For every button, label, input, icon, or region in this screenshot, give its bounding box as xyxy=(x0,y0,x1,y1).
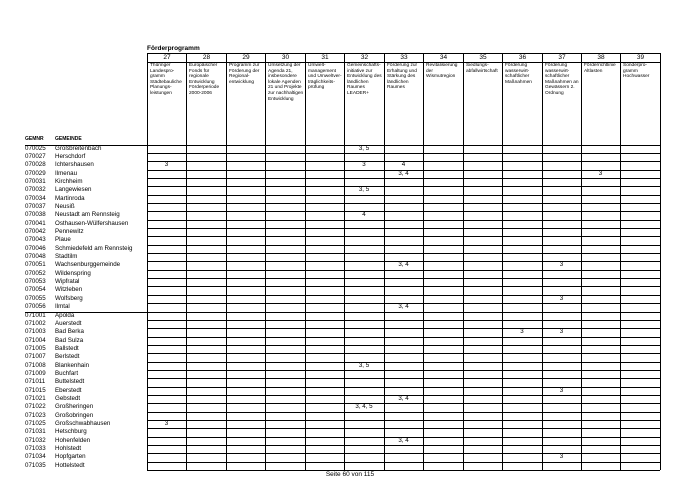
table-row-line xyxy=(147,445,660,446)
row-gemeinde: Berlstedt xyxy=(55,353,80,361)
table-row-line xyxy=(147,236,660,237)
row-gemnr: 070031 xyxy=(25,177,46,185)
cell-value-27: 3 xyxy=(164,420,169,428)
table-column-line xyxy=(660,53,661,470)
table-row-line xyxy=(147,278,660,279)
table-row-line xyxy=(147,295,660,296)
row-gemeinde: Hetschburg xyxy=(55,428,87,436)
cell-value-32: 3, 5 xyxy=(358,144,370,152)
cell-value-36: 3 xyxy=(520,328,524,336)
table-row-line xyxy=(147,437,660,438)
table-row-line xyxy=(147,270,660,271)
table-row-line xyxy=(147,420,660,421)
row-gemeinde: Eberstedt xyxy=(55,386,82,394)
cell-value-32: 3, 5 xyxy=(358,361,370,369)
row-gemeinde: Pennewitz xyxy=(55,228,84,235)
row-gemeinde: Ichtershausen xyxy=(55,161,94,169)
table-column-line xyxy=(463,53,464,470)
cell-value-32: 4 xyxy=(362,211,366,219)
row-gemnr: 070056 xyxy=(25,303,46,311)
table-row xyxy=(0,303,700,311)
program-description-33: Förderung zur Erhaltung und Stärkung des ländlichen Raumes xyxy=(384,62,423,144)
table-row xyxy=(0,203,700,211)
row-gemnr: 070041 xyxy=(25,219,46,227)
table-row xyxy=(0,412,700,420)
cell-value-37: 3 xyxy=(559,294,564,302)
program-description-35: Siedlungs-abfallwirtschaft xyxy=(463,62,502,144)
cell-value-37: 3 xyxy=(559,261,564,269)
table-row-line xyxy=(147,345,660,346)
table-column-line xyxy=(265,53,266,470)
table-row xyxy=(0,370,700,378)
row-gemeinde: Hohlstedt xyxy=(55,445,82,453)
row-gemnr: 071034 xyxy=(25,453,46,461)
table-row xyxy=(0,445,700,453)
row-gemnr: 071005 xyxy=(25,344,46,352)
table-row-line xyxy=(147,412,660,413)
table-row-line xyxy=(147,186,660,187)
row-gemeinde: Hopfgarten xyxy=(55,453,86,461)
row-gemnr: 071008 xyxy=(25,361,46,369)
program-table-title: Förderprogramm xyxy=(147,45,200,52)
row-gemeinde: Großschwabhausen xyxy=(55,420,111,428)
program-description-34: Revitalisierung der Wismutregion xyxy=(423,62,463,144)
table-row-line xyxy=(147,462,660,463)
row-gemeinde: Wipfratal xyxy=(55,278,80,286)
table-row xyxy=(0,320,700,328)
program-number-36: 36 xyxy=(502,53,542,62)
row-gemeinde: Wolfsberg xyxy=(55,294,83,302)
row-gemnr: 070052 xyxy=(25,269,46,277)
row-gemnr: 070025 xyxy=(25,144,46,152)
row-gemnr: 070051 xyxy=(25,261,46,269)
column-header-gemnr: GEMNR xyxy=(25,136,44,142)
table-row-line xyxy=(147,453,660,454)
row-gemeinde: Auerstedt xyxy=(55,319,82,327)
row-gemeinde: Gebstedt xyxy=(55,395,81,402)
table-row-line xyxy=(147,245,660,246)
row-gemnr: 071003 xyxy=(25,328,46,336)
table-row xyxy=(0,195,700,203)
table-row xyxy=(0,236,700,244)
program-number-30: 30 xyxy=(265,53,305,62)
table-row-line xyxy=(147,211,660,212)
row-gemnr: 071022 xyxy=(25,403,46,411)
row-gemnr: 071025 xyxy=(25,420,46,428)
row-gemnr: 071033 xyxy=(25,445,46,453)
cell-value-33: 3, 4 xyxy=(398,169,409,177)
table-column-line xyxy=(226,53,227,470)
program-description-27: Thüringer Landespro-gramm Städtebauliche Planungs-leistungen xyxy=(147,62,186,144)
table-row xyxy=(0,270,700,278)
program-number-31: 31 xyxy=(305,53,344,62)
table-row-line xyxy=(147,337,660,338)
table-row xyxy=(0,345,700,353)
table-row-line xyxy=(147,195,660,196)
row-gemnr: 070054 xyxy=(25,286,46,294)
row-gemeinde: Ballstedt xyxy=(55,344,79,352)
cell-value-33: 3, 4 xyxy=(398,436,409,444)
row-gemeinde: Kirchheim xyxy=(55,177,83,185)
row-gemnr: 071021 xyxy=(25,395,46,402)
row-gemeinde: Wildenspring xyxy=(55,269,91,277)
table-row xyxy=(0,453,700,461)
program-number-33: 33 xyxy=(384,53,423,62)
row-gemnr: 070037 xyxy=(25,202,46,210)
row-gemnr: 070028 xyxy=(25,161,46,169)
program-description-30: Umsetzung der Agenda 21, insbesondere lokale Agenden 21 und Projekte zur nachhaltigen Entwicklung xyxy=(265,62,305,144)
table-row xyxy=(0,245,700,253)
table-row xyxy=(0,295,700,303)
table-column-line xyxy=(147,53,148,470)
table-row xyxy=(0,178,700,186)
row-gemeinde: Bad Berka xyxy=(55,328,84,336)
row-gemnr: 070053 xyxy=(25,278,46,286)
table-row-line xyxy=(147,178,660,179)
row-gemeinde: Plaue xyxy=(55,236,71,244)
row-gemeinde: Blankenhain xyxy=(55,361,90,369)
row-gemnr: 070048 xyxy=(25,253,46,261)
row-gemnr: 071023 xyxy=(25,411,46,419)
table-row xyxy=(0,328,700,336)
table-row-line xyxy=(25,312,660,313)
row-gemnr: 070042 xyxy=(25,228,46,235)
row-gemeinde: Ilmtal xyxy=(55,303,70,311)
table-row xyxy=(0,211,700,219)
table-row xyxy=(0,387,700,395)
table-row-line xyxy=(147,320,660,321)
table-row-line xyxy=(147,153,660,154)
table-row xyxy=(0,437,700,445)
table-row-line xyxy=(147,286,660,287)
table-row-line xyxy=(147,353,660,354)
program-number-32: 32 xyxy=(344,53,384,62)
program-description-39: Sonderpro-gramm Hochwasser xyxy=(620,62,660,144)
row-gemeinde: Buttelstedt xyxy=(55,378,85,386)
table-column-line xyxy=(344,53,345,470)
table-row-line xyxy=(147,395,660,396)
table-row xyxy=(0,261,700,269)
table-row-line xyxy=(147,228,660,229)
table-column-line xyxy=(423,53,424,470)
table-column-line xyxy=(384,53,385,470)
table-row xyxy=(0,253,700,261)
program-description-32: Gemeinschafts-initiative zur Entwicklung des ländlichen Raumes LEADER+ xyxy=(344,62,384,144)
cell-value-33: 4 xyxy=(401,161,406,169)
table-column-line xyxy=(542,53,543,470)
table-row xyxy=(0,378,700,386)
row-gemeinde: Neusiß xyxy=(55,202,75,210)
program-description-36: Förderung wasserwirt-schaftlicher Maßnahmen xyxy=(502,62,542,144)
row-gemeinde: Hohenfelden xyxy=(55,436,91,444)
cell-value-33: 3, 4 xyxy=(398,261,409,269)
program-number-28: 28 xyxy=(186,53,226,62)
program-number-29: 29 xyxy=(226,53,265,62)
program-number-35: 35 xyxy=(463,53,502,62)
program-number-37: 37 xyxy=(542,53,581,62)
cell-value-37: 3 xyxy=(559,328,564,336)
table-row xyxy=(0,403,700,411)
row-gemnr: 070046 xyxy=(25,244,46,252)
column-header-gemeinde: GEMEINDE xyxy=(55,136,82,142)
row-gemnr: 071015 xyxy=(25,386,46,394)
program-number-34: 34 xyxy=(423,53,463,62)
row-gemnr: 071035 xyxy=(25,461,46,469)
table-column-line xyxy=(305,53,306,470)
row-gemeinde: Neustadt am Rennsteig xyxy=(55,211,120,219)
table-row xyxy=(0,362,700,370)
row-gemnr: 070034 xyxy=(25,194,46,202)
cell-value-38: 3 xyxy=(598,169,603,177)
row-gemnr: 071007 xyxy=(25,353,46,361)
table-row xyxy=(0,228,700,236)
table-row-line xyxy=(147,253,660,254)
table-row xyxy=(0,278,700,286)
row-gemnr: 071011 xyxy=(25,378,46,386)
program-number-39: 39 xyxy=(620,53,660,62)
row-gemeinde: Großheringen xyxy=(55,403,94,411)
table-line-body-top xyxy=(25,145,660,146)
table-row xyxy=(0,153,700,161)
cell-value-33: 3, 4 xyxy=(398,303,409,311)
row-gemeinde: Bad Sulza xyxy=(55,336,84,344)
row-gemnr: 070027 xyxy=(25,152,46,160)
row-gemeinde: Hottelstedt xyxy=(55,461,85,469)
page-number: Seite 60 von 115 xyxy=(325,471,375,478)
program-description-31: Umwelt-management und Umweltver-träglichkeits-prüfung xyxy=(305,62,344,144)
table-row-line xyxy=(147,203,660,204)
table-row-line xyxy=(147,170,660,171)
row-gemnr: 070055 xyxy=(25,294,46,302)
table-row-line xyxy=(147,370,660,371)
row-gemnr: 070043 xyxy=(25,236,46,244)
table-row-line xyxy=(147,303,660,304)
table-row-line xyxy=(147,428,660,429)
cell-value-32: 3, 5 xyxy=(358,186,370,194)
table-column-line xyxy=(620,53,621,470)
program-description-38: Förderrichtlinie Altlasten xyxy=(581,62,620,144)
cell-value-37: 3 xyxy=(559,386,564,394)
table-line-header xyxy=(147,62,660,63)
row-gemnr: 071004 xyxy=(25,336,46,344)
row-gemeinde: Wachsenburggemeinde xyxy=(55,261,121,269)
cell-value-37: 3 xyxy=(559,453,564,461)
table-row-line xyxy=(147,362,660,363)
row-gemeinde: Langewiesen xyxy=(55,186,92,194)
table-row-line xyxy=(147,220,660,221)
row-gemeinde: Stadtilm xyxy=(55,253,78,261)
row-gemeinde: Osthausen-Wülfershausen xyxy=(55,219,129,227)
program-description-28: Europäischer Fonds für regionale Entwicklung Förderperiode 2000-2006 xyxy=(186,62,226,144)
row-gemnr: 071001 xyxy=(25,311,46,319)
row-gemnr: 070032 xyxy=(25,186,46,194)
table-column-line xyxy=(581,53,582,470)
program-description-29: Programm zur Förderung der Regional-entwicklung xyxy=(226,62,265,144)
row-gemeinde: Martinroda xyxy=(55,194,85,202)
table-row-line xyxy=(147,261,660,262)
table-row xyxy=(0,161,700,169)
table-row-line xyxy=(147,387,660,388)
row-gemeinde: Apolda xyxy=(55,311,75,319)
table-row xyxy=(0,286,700,294)
row-gemeinde: Ilmenau xyxy=(55,169,78,177)
row-gemnr: 070029 xyxy=(25,169,46,177)
row-gemnr: 071002 xyxy=(25,319,46,327)
table-column-line xyxy=(502,53,503,470)
table-row-line xyxy=(147,403,660,404)
row-gemnr: 070038 xyxy=(25,211,46,219)
program-number-27: 27 xyxy=(147,53,186,62)
table-row xyxy=(0,312,700,320)
table-row xyxy=(0,220,700,228)
table-row-line xyxy=(147,378,660,379)
table-row xyxy=(0,186,700,194)
program-number-38: 38 xyxy=(581,53,620,62)
cell-value-33: 3, 4 xyxy=(398,395,409,402)
row-gemnr: 071031 xyxy=(25,428,46,436)
cell-value-32: 3, 4, 5 xyxy=(355,403,373,411)
program-description-37: Förderung wasserwirt-schaftlicher Maßnahmen an Gewässern 2. Ordnung xyxy=(542,62,581,144)
cell-value-32: 3 xyxy=(362,161,366,169)
table-row xyxy=(0,395,700,403)
row-gemnr: 071032 xyxy=(25,436,46,444)
table-line-top xyxy=(147,53,660,54)
table-row-line xyxy=(147,161,660,162)
table-row-line xyxy=(147,328,660,329)
cell-value-27: 3 xyxy=(164,161,169,169)
table-row xyxy=(0,170,700,178)
row-gemeinde: Witzleben xyxy=(55,286,83,294)
table-row xyxy=(0,428,700,436)
row-gemnr: 071009 xyxy=(25,369,46,377)
row-gemeinde: Großobringen xyxy=(55,411,94,419)
row-gemeinde: Herschdorf xyxy=(55,152,86,160)
table-row xyxy=(0,337,700,345)
table-row xyxy=(0,462,700,470)
table-row xyxy=(0,420,700,428)
row-gemeinde: Buchfart xyxy=(55,369,79,377)
table-column-line xyxy=(186,53,187,470)
row-gemeinde: Schmiedefeld am Rennsteig xyxy=(55,244,133,252)
row-gemeinde: Großbreitenbach xyxy=(55,144,102,152)
table-row-line xyxy=(147,470,660,471)
table-row xyxy=(0,145,700,153)
table-row xyxy=(0,353,700,361)
